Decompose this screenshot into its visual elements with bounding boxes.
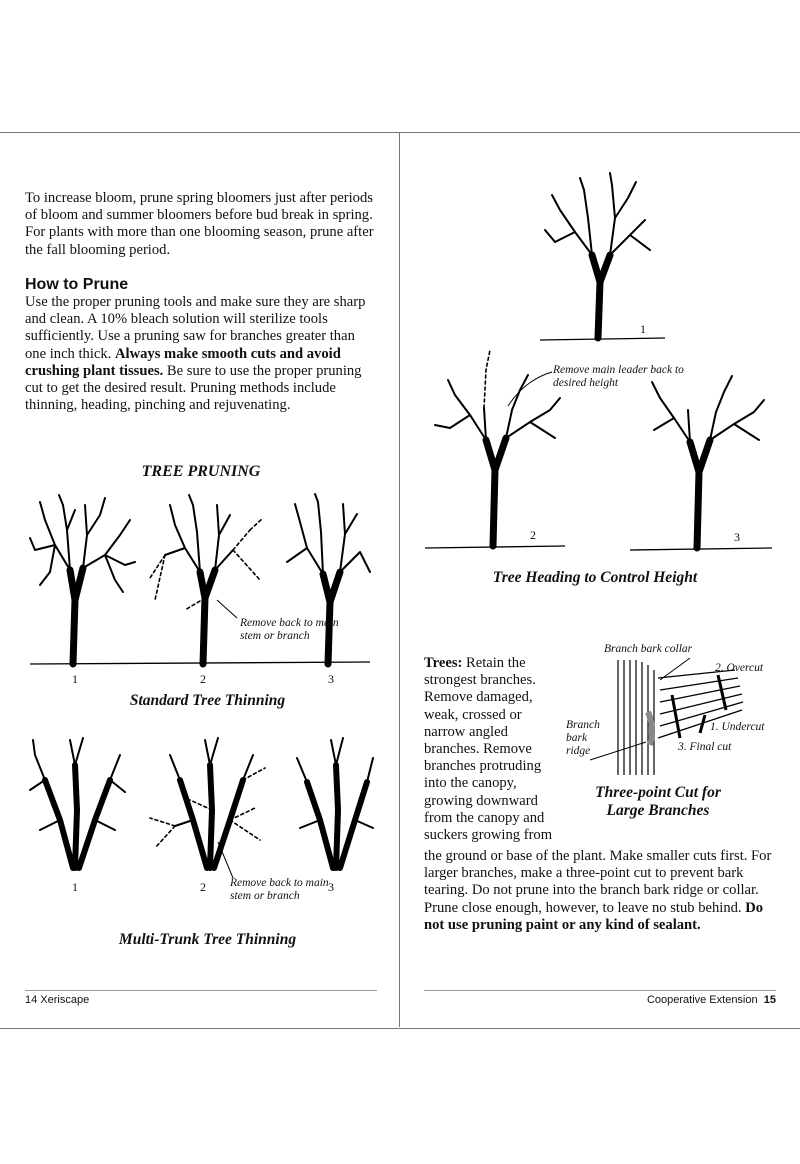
standard-number-1: 1 (72, 672, 78, 686)
heading-tree-2 (435, 350, 560, 546)
how-to-prune-heading: How to Prune (25, 276, 129, 293)
multi-tree-1 (30, 738, 125, 868)
right-footer (560, 994, 776, 1006)
collar-label: Branch bark collar (604, 643, 693, 655)
trees-lead: Trees: (424, 655, 463, 671)
multi-number-2: 2 (200, 880, 206, 894)
tree-pruning-title: TREE PRUNING (141, 463, 261, 480)
trees-paragraph-bottom (424, 848, 776, 934)
how-to-prune-paragraph (25, 294, 377, 414)
right-footer-rule (424, 990, 776, 991)
standard-number-2: 2 (200, 672, 206, 686)
right-footer-text: Cooperative Extension (646, 994, 758, 1006)
left-footer-rule (25, 990, 377, 991)
heading-number-2: 2 (530, 528, 536, 542)
multi-tree-3 (297, 738, 373, 868)
page-divider (399, 132, 400, 1027)
standard-number-3: 3 (328, 672, 334, 686)
how-to-prune-text-a: Use the proper pruning tools and make sure they are sharp and clean. A 10% bleach solution will sterilize tools sufficiently. Use a pruning saw for branches greater than one inch thick. (25, 294, 366, 362)
standard-thinning-illustration (25, 490, 375, 680)
heading-caption: Tree Heading to Control Height (492, 569, 698, 586)
right-footer-page: 15 (763, 994, 776, 1006)
multi-trunk-illustration (25, 730, 375, 875)
three-point-caption-line1: Three-point Cut for (595, 784, 721, 801)
three-point-caption (578, 784, 738, 820)
overcut-label: 2. Overcut (715, 662, 764, 674)
multi-trunk-caption: Multi-Trunk Tree Thinning (118, 931, 297, 948)
three-point-cut-diagram (560, 650, 800, 780)
final-cut-label: 3. Final cut (678, 741, 732, 753)
multi-tree-2 (150, 738, 265, 868)
heading-number-1: 1 (640, 322, 646, 336)
left-footer: 14 Xeriscape (25, 994, 90, 1006)
trees-text-b: the ground or base of the plant. Make smaller cuts first. For larger branches, make a three-point cut to prevent bark tearing. Do not prune into the branch bark ridge or collar. Prune close enough, however, to leave no stub behind. (424, 848, 772, 916)
standard-tree-1 (30, 495, 135, 664)
heading-remove-label: Remove main leader back to desired height (553, 364, 684, 389)
multi-number-3: 3 (328, 880, 334, 894)
standard-thinning-caption: Standard Tree Thinning (129, 692, 286, 709)
undercut-label: 1. Undercut (710, 721, 765, 733)
intro-paragraph: To increase bloom, prune spring bloomers just after periods of bloom and summer bloomers before bud break in spring. For plants with more than one blooming season, prune after the fall blooming period. (25, 190, 374, 258)
multi-number-1: 1 (72, 880, 78, 894)
trees-bold: Do not use pruning paint or any kind of sealant. (424, 899, 764, 933)
three-point-caption-line2: Large Branches (606, 802, 710, 819)
trees-text-a: Retain the strongest branches. Remove damaged, weak, crossed or narrow angled branches. Remove branches protruding into the canopy, growing downward from the canopy and suckers growing from (424, 655, 553, 844)
trees-paragraph-top (424, 655, 562, 844)
ridge-label: Branch bark ridge (566, 719, 600, 757)
how-to-prune-text-b: Be sure to use the proper pruning cut to get the desired result. Pruning methods include thinning, heading, pinching and rejuvenating. (25, 362, 362, 414)
heading-number-3: 3 (734, 530, 740, 544)
how-to-prune-bold: Always make smooth cuts and avoid crushing plant tissues. (25, 345, 341, 379)
multi-remove-label: Remove back to main stem or branch (230, 877, 329, 902)
heading-tree-1 (545, 173, 650, 338)
standard-remove-label: Remove back to main stem or branch (240, 617, 339, 642)
heading-tree-3 (652, 376, 764, 548)
